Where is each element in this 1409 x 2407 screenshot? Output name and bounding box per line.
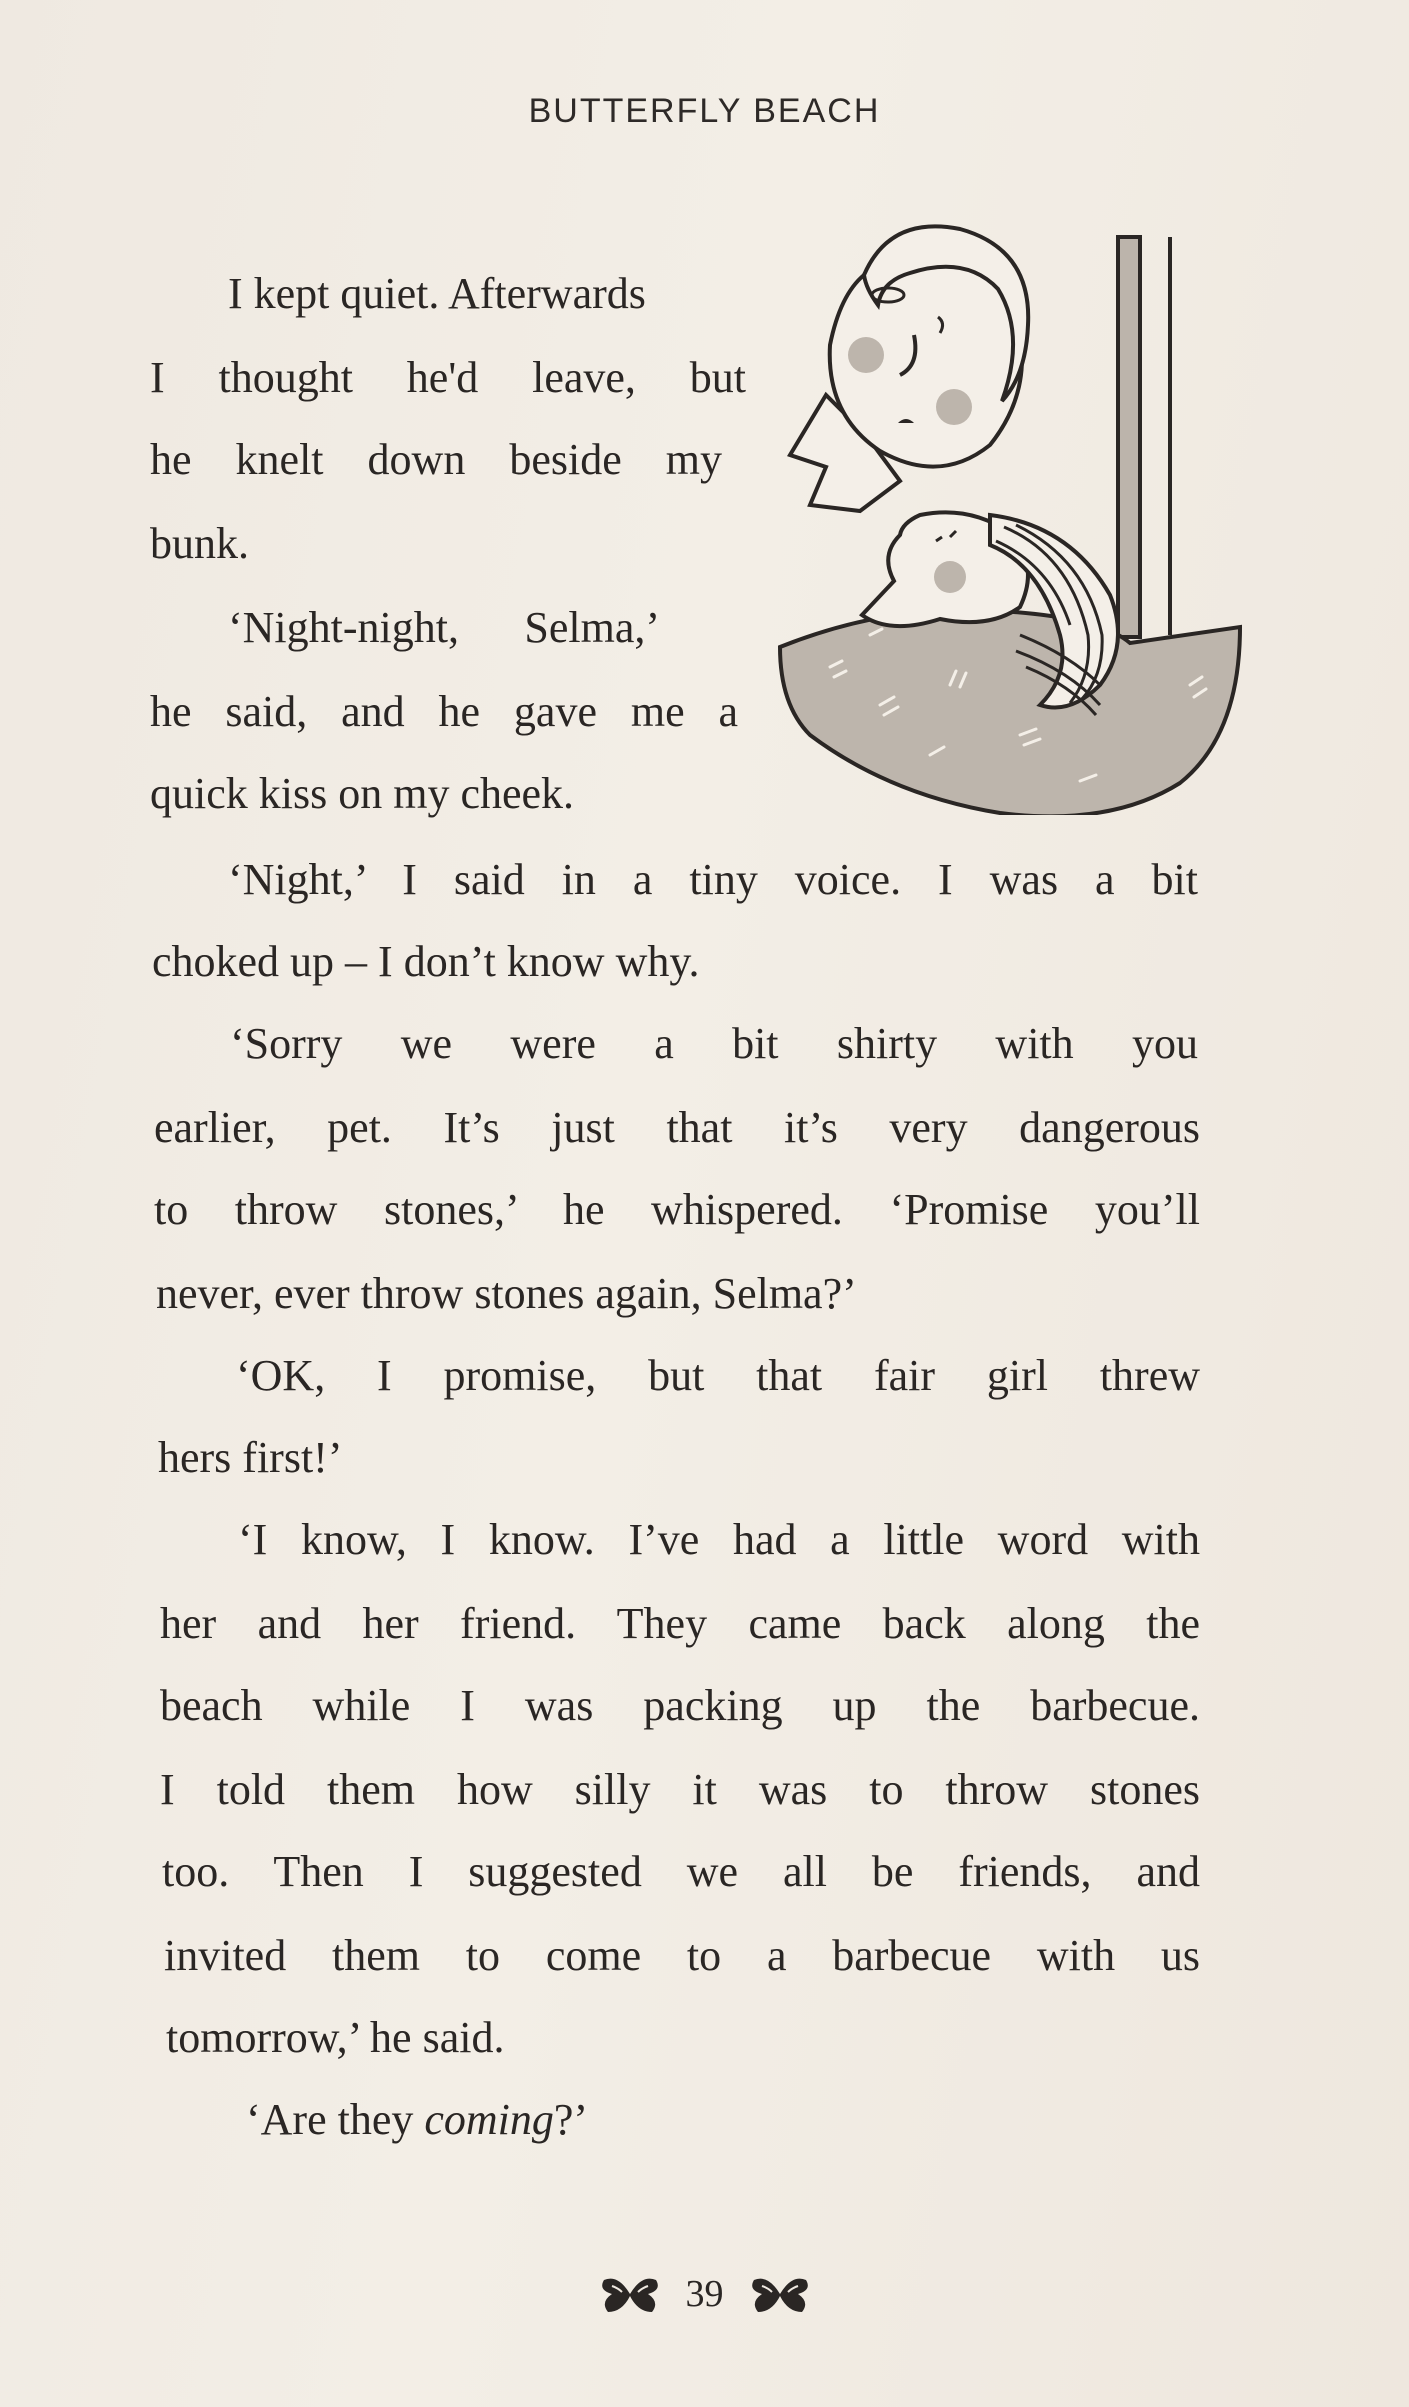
text-line: he said, and he gave me a <box>150 687 738 736</box>
text-line: I thought he'd leave, but <box>150 353 746 402</box>
text-line: quick kiss on my cheek. <box>150 769 575 818</box>
text-line: ‘I know, I know. I’ve had a little word with <box>238 1515 1200 1564</box>
running-head: BUTTERFLY BEACH <box>528 92 881 130</box>
text-line: ‘Night-night, Selma,’ <box>228 603 660 652</box>
text-line: invited them to come to a barbecue with us <box>164 1931 1200 1980</box>
text-line: beach while I was packing up the barbecue. <box>160 1681 1200 1730</box>
text-line: choked up – I don’t know why. <box>152 937 700 986</box>
text-line: bunk. <box>150 519 249 568</box>
text-line: ‘Night,’ I said in a tiny voice. I was a bit <box>228 855 1198 904</box>
text-line: earlier, pet. It’s just that it’s very dangerous <box>154 1103 1200 1152</box>
text-segment: ?’ <box>553 2095 589 2144</box>
butterfly-icon <box>748 2272 812 2316</box>
text-line: to throw stones,’ he whispered. ‘Promise you’ll <box>154 1185 1200 1234</box>
text-line: ‘OK, I promise, but that fair girl threw <box>236 1351 1200 1400</box>
text-segment: ‘Are they <box>246 2095 425 2144</box>
text-line: ‘Sorry we were a bit shirty with you <box>230 1019 1198 1068</box>
text-line: her and her friend. They came back along the <box>160 1599 1200 1648</box>
emphasis-text: coming <box>424 2095 554 2144</box>
page-number: 39 <box>685 2273 724 2315</box>
text-line: he knelt down beside my <box>150 435 722 484</box>
text-line: never, ever throw stones again, Selma?’ <box>156 1269 857 1318</box>
text-line: I kept quiet. Afterwards <box>228 269 646 318</box>
text-line: too. Then I suggested we all be friends, and <box>162 1847 1200 1896</box>
text-line: hers first!’ <box>158 1433 343 1482</box>
text-line <box>246 2095 589 2144</box>
text-line: I told them how silly it was to throw stones <box>160 1765 1200 1814</box>
page-footer <box>0 2272 1409 2332</box>
bedtime-illustration <box>770 215 1260 815</box>
butterfly-icon <box>598 2272 662 2316</box>
text-line: tomorrow,’ he said. <box>166 2013 505 2062</box>
